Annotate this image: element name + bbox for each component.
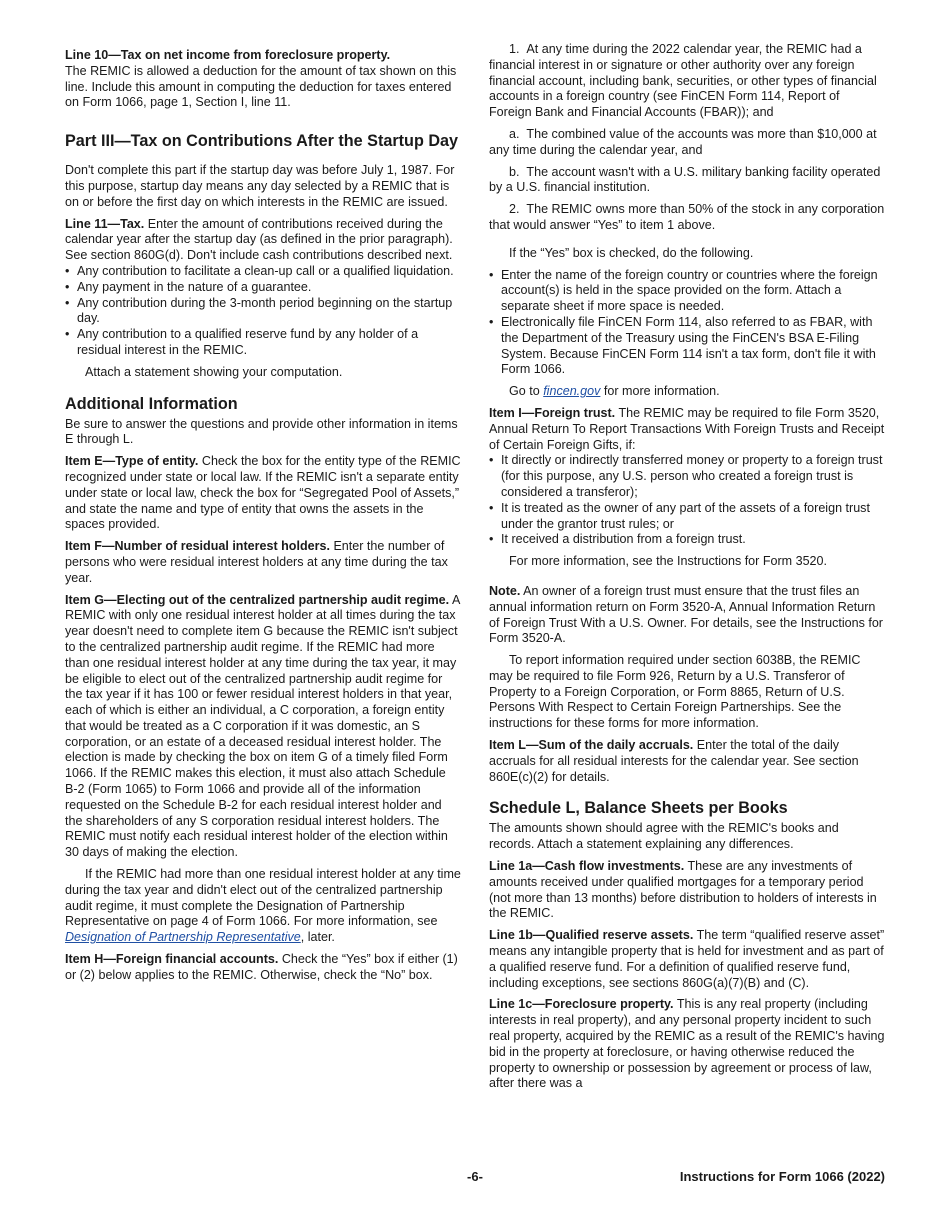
item-h-condition-1a: a. The combined value of the accounts was more than $10,000 at any time during the calendar year, and — [489, 126, 877, 157]
schedule-l-heading: Schedule L, Balance Sheets per Books — [489, 799, 788, 818]
item-l-text: Enter the total of the daily accruals for all residual interests for the calendar year. See section 860E(c)(2) for details. — [489, 738, 859, 784]
line-1c-text: This is any real property (including interests in real property), and any personal property incident to such real property, acquired by the REMIC as a result of the REMIC's having bid in the property at foreclosure, or having otherwise reduced the property to ownership or possession by agreement or process of law, after there was a — [489, 997, 885, 1091]
right-column — [489, 42, 885, 1092]
line-1a-heading: Line 1a—Cash flow investments. — [489, 859, 685, 874]
line-1b-paragraph — [489, 928, 885, 991]
line-10-heading: Line 10—Tax on net income from foreclosure property. — [65, 48, 391, 62]
item-g-second-tail: , later. — [300, 930, 335, 945]
line-11-bullet: • Any contribution to facilitate a clean-up call or a qualified liquidation. — [65, 264, 461, 280]
section-6038b-paragraph: To report information required under section 6038B, the REMIC may be required to file Form 926, Return by a U.S. Transferor of Property to a Foreign Corporation, or Form 8865, Return of U.S. Persons With Respect to Certain Foreign Partnerships. See the instructions for these forms for more information. — [489, 653, 861, 731]
item-h-paragraph — [65, 952, 461, 984]
item-i-paragraph — [489, 406, 885, 453]
line-1b-heading: Line 1b—Qualified reserve assets. — [489, 928, 694, 943]
line-10-text: The REMIC is allowed a deduction for the amount of tax shown on this line. Include this amount in computing the deduction for taxes entered on Form 1066, page 1, Section I, line 11. — [65, 63, 457, 110]
note-text: An owner of a foreign trust must ensure that the trust files an annual information return on Form 3520-A, Annual Information Return of Foreign Trust With a U.S. Owner. For details, see the Instructions for Form 3520-A. — [489, 583, 883, 646]
fincen-goto-post: for more information. — [603, 384, 720, 399]
item-e-heading: Item E—Type of entity. — [65, 454, 199, 469]
item-g-second-text: If the REMIC had more than one residual interest holder at any time during the tax year and didn't elect out of the centralized partnership audit regime, it must complete the Designation of Partnership Representative on page 4 of Form 1066. For more information, see — [65, 867, 461, 929]
item-f-text: Enter the number of persons who were residual interest holders at any time during the tax year. — [65, 539, 448, 585]
part-3-text: Don't complete this part if the startup day was before July 1, 1987. For this purpose, startup day means any day selected by a REMIC that is on or before the first day on which interests in the REMIC are issued. — [65, 163, 455, 209]
item-g-second-paragraph — [65, 867, 461, 946]
note-heading: Note. — [489, 583, 521, 598]
yes-box-intro: If the “Yes” box is checked, do the following. — [509, 245, 754, 260]
designation-of-partnership-representative-link[interactable]: Designation of Partnership Representative — [65, 930, 301, 945]
item-i-more-info: For more information, see the Instructions for Form 3520. — [509, 554, 827, 569]
fincen-goto-pre: Go to — [509, 384, 540, 399]
item-i-heading: Item I—Foreign trust. — [489, 405, 616, 420]
page-number: -6- — [467, 1169, 483, 1184]
item-h-condition-2: 2. The REMIC owns more than 50% of the stock in any corporation that would answer “Yes” to item 1 above. — [489, 202, 885, 232]
note-paragraph — [489, 584, 885, 647]
line-11-bullet: • Any payment in the nature of a guarantee. — [65, 280, 461, 296]
item-h-text: Check the “Yes” box if either (1) or (2) below applies to the REMIC. Otherwise, check the “No” box. — [65, 952, 458, 982]
item-f-heading: Item F—Number of residual interest holders. — [65, 539, 330, 554]
item-l-paragraph — [489, 738, 885, 785]
line-11-attach-note: Attach a statement showing your computation. — [85, 364, 343, 379]
line-11-bullet: • Any contribution to a qualified reserve fund by any holder of a residual interest in the REMIC. — [65, 327, 461, 359]
item-e-text: Check the box for the entity type of the REMIC recognized under state or local law. If the REMIC isn't a separate entity under state or local law, check the box for “Segregated Pool of Assets,” and state the name and type of entity that owns the assets in the spaces provided. — [65, 454, 461, 532]
document-footer-title: Instructions for Form 1066 (2022) — [679, 1169, 885, 1184]
item-i-text: The REMIC may be required to file Form 3520, Annual Return To Report Transactions With Foreign Trusts and Receipt of Certain Foreign Gifts, if: — [489, 405, 885, 452]
line-10-paragraph — [65, 48, 461, 111]
part-3-heading: Part III—Tax on Contributions After the Startup Day — [65, 132, 459, 151]
item-g-paragraph — [65, 593, 461, 862]
item-l-heading: Item L—Sum of the daily accruals. — [489, 738, 694, 753]
line-11-heading: Line 11—Tax. — [65, 216, 145, 231]
fincen-goto-paragraph — [489, 384, 885, 400]
item-h-condition-1: 1. At any time during the 2022 calendar year, the REMIC had a financial interest in or signature or other authority over any foreign financial account, including bank, securities, or other types of financial accounts in a foreign country (see FinCEN Form 114, Report of Foreign Bank and Financial Accounts (FBAR)); and — [489, 42, 877, 120]
left-column — [65, 42, 461, 984]
additional-information-text: Be sure to answer the questions and provide other information in items E through L. — [65, 416, 458, 447]
line-1a-paragraph — [489, 859, 885, 922]
yes-box-bullet: • Electronically file FinCEN Form 114, also referred to as FBAR, with the Department of the Treasury using the FinCEN's BSA E-Filing System. Because FinCEN Form 114 isn't a tax form, don't file it with Form 1066. — [489, 315, 885, 378]
item-i-bullet: • It received a distribution from a foreign trust. — [489, 532, 885, 548]
line-11-text: Enter the amount of contributions received during the calendar year after the startup day (as defined in the prior paragraph). See section 860G(d). Don't include cash contributions described next. — [65, 216, 453, 263]
item-h-heading: Item H—Foreign financial accounts. — [65, 952, 279, 967]
yes-box-bullet: • Enter the name of the foreign country or countries where the foreign account(s) is held in the space provided on the form. Attach a separate sheet if more space is needed. — [489, 268, 885, 315]
item-f-paragraph — [65, 539, 461, 586]
item-i-bullet: • It directly or indirectly transferred money or property to a foreign trust (for this purpose, any U.S. person who created a foreign trust is considered a transferor); — [489, 453, 885, 500]
item-h-condition-1b: b. The account wasn't with a U.S. military banking facility operated by a U.S. financial institution. — [489, 164, 881, 195]
item-g-text: A REMIC with only one residual interest holder at all times during the tax year doesn't need to complete item G because the REMIC isn't subject to the centralized partnership audit regime. If the REMIC had more than one residual interest holder at any time during the tax year, it may be eligible to elect out of the centralized partnership audit regime for the tax year if it has 100 or fewer residual interest holders in that year, each of which is either an individual, a C corporation, a foreign entity that would be treated as a C corporation if it was domestic, an S corporation, or an estate of a deceased residual interest holder. The election is made by checking the box on item G of a timely filed Form 1066. If the REMIC makes this election, it must also attach Schedule B-2 (Form 1065) to Form 1066 and provide all of the information requested on the Schedule B-2 for each residual interest holder and the shareholders of any S corporation residual interest holders. The REMIC must notify each residual interest holder of the election within 30 days of making the election. — [65, 592, 460, 860]
fincen-gov-link[interactable]: fincen.gov — [543, 384, 601, 399]
line-1a-text: These are any investments of amounts received under qualified mortgages for a temporary period (not more than 13 months) before distribution to holders of interests in the REMIC. — [489, 859, 877, 921]
additional-information-heading: Additional Information — [65, 394, 238, 413]
line-1c-paragraph — [489, 997, 885, 1092]
schedule-l-text: The amounts shown should agree with the REMIC's books and records. Attach a statement explaining any differences. — [489, 821, 839, 852]
line-1b-text: The term “qualified reserve asset” means any intangible property that is held for investment and as part of a qualified reserve fund. For a definition of qualified reserve fund, including exceptions, see sections 860G(a)(7)(B) and (C). — [489, 928, 885, 990]
line-11-paragraph — [65, 217, 461, 264]
line-1c-heading: Line 1c—Foreclosure property. — [489, 997, 674, 1012]
item-g-heading: Item G—Electing out of the centralized partnership audit regime. — [65, 592, 450, 607]
item-i-bullet: • It is treated as the owner of any part of the assets of a foreign trust under the grantor trust rules; or — [489, 501, 885, 533]
item-e-paragraph — [65, 454, 461, 533]
line-11-bullet: • Any contribution during the 3-month period beginning on the startup day. — [65, 296, 461, 328]
